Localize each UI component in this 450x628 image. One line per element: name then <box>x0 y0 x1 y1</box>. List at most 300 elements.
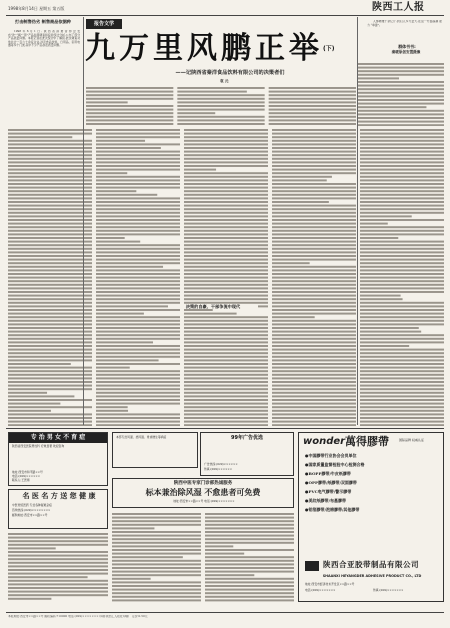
text-line <box>184 291 268 293</box>
text-line <box>96 237 125 239</box>
text-line <box>358 103 444 105</box>
text-line <box>269 94 356 96</box>
text-line <box>96 410 128 412</box>
text-line <box>360 205 444 207</box>
text-line <box>272 370 356 372</box>
text-line <box>184 129 268 131</box>
text-line <box>96 399 180 401</box>
text-line <box>360 352 444 354</box>
text-line <box>272 248 356 250</box>
text-line <box>272 183 356 185</box>
text-line <box>269 87 356 89</box>
text-line <box>86 119 173 121</box>
text-line <box>360 302 444 304</box>
text-line <box>360 377 444 379</box>
text-line <box>184 356 268 358</box>
text-line <box>272 205 356 207</box>
text-line <box>360 410 444 412</box>
text-line <box>205 571 294 573</box>
text-line <box>272 345 356 347</box>
text-line <box>272 341 356 343</box>
text-line <box>360 223 388 225</box>
text-line <box>272 273 356 275</box>
text-line <box>96 349 180 351</box>
text-line <box>96 424 180 426</box>
text-line <box>8 151 92 153</box>
text-line <box>184 352 268 354</box>
text-line <box>205 517 294 519</box>
text-line <box>272 215 356 217</box>
text-line <box>269 105 356 107</box>
bottom-left-text-area <box>8 532 108 602</box>
text-line <box>8 284 92 286</box>
text-line <box>272 140 356 142</box>
ad-wonder-tape <box>298 432 444 602</box>
date-line: 1998年8月14日 星期五 第五版 <box>8 6 65 11</box>
body-text-area <box>8 128 444 426</box>
text-line <box>8 334 92 336</box>
ad-promo-99-line-1: 广告热线:(029)×××××× <box>204 462 238 466</box>
footer-rule <box>6 612 444 613</box>
text-line <box>8 406 92 408</box>
text-line <box>360 262 444 264</box>
text-line <box>269 112 356 114</box>
text-line <box>8 392 47 394</box>
text-line <box>272 136 356 138</box>
text-line <box>184 323 268 325</box>
text-line <box>272 244 356 246</box>
text-line <box>8 320 92 322</box>
text-line <box>360 280 444 282</box>
text-line <box>360 287 444 289</box>
text-line <box>8 255 92 257</box>
text-line <box>269 119 356 121</box>
text-line <box>8 544 108 546</box>
text-line <box>8 266 92 268</box>
text-line <box>96 295 180 297</box>
text-line <box>184 363 268 365</box>
text-line <box>184 331 268 333</box>
text-line <box>96 219 180 221</box>
text-line <box>184 244 268 246</box>
text-line <box>96 223 180 225</box>
text-line <box>272 269 356 271</box>
text-line <box>96 316 180 318</box>
text-line <box>96 388 180 390</box>
text-line <box>177 98 264 100</box>
text-line <box>96 392 180 394</box>
text-line <box>96 385 180 387</box>
text-line <box>272 151 356 153</box>
text-line <box>184 295 268 297</box>
text-line <box>360 388 444 390</box>
text-line <box>184 237 268 239</box>
text-line <box>184 327 268 329</box>
left-column-intro-text: 1998年6月1日,陕西省消费者协会发布“吃”“喝”“用”产品信用调查和投诉统计分析,公布了部分产品质量问题。本报记者在此次统计中了解到,此次调查对象共计一百六十余家企业,涉及食品饮料、日用品、家用电器等多个门类,其中不少产品存在质量问题。 <box>8 30 80 48</box>
text-line <box>96 331 180 333</box>
text-line <box>205 553 244 555</box>
text-line <box>184 133 268 135</box>
text-line <box>360 370 444 372</box>
text-line <box>184 219 268 221</box>
text-line <box>8 248 92 250</box>
text-line <box>360 169 444 171</box>
text-line <box>272 421 356 423</box>
ad-infertility <box>8 432 108 486</box>
text-line <box>8 551 108 553</box>
ad-wonder-item: ●BOPP膠带/牛皮纸膠带 <box>305 471 351 476</box>
text-line <box>96 323 180 325</box>
text-line <box>8 341 92 343</box>
text-line <box>96 363 180 365</box>
text-line <box>96 215 180 217</box>
text-line <box>360 251 444 253</box>
text-line <box>272 133 356 135</box>
text-line <box>96 172 127 174</box>
text-line <box>8 133 92 135</box>
text-line <box>360 341 444 343</box>
text-line <box>360 215 412 217</box>
text-line <box>86 98 173 100</box>
text-line <box>358 95 444 97</box>
text-line <box>112 520 201 522</box>
text-line <box>112 581 201 583</box>
text-line <box>96 194 157 196</box>
upper-left-text-lines <box>86 86 356 126</box>
text-line <box>8 143 92 145</box>
ad-tcm-banner <box>112 478 294 508</box>
ad-promo-99 <box>200 432 294 476</box>
text-line <box>184 277 268 279</box>
text-line <box>360 230 444 232</box>
text-line <box>272 352 356 354</box>
ad-wonder-logo-icon <box>305 561 319 571</box>
text-line <box>360 284 444 286</box>
text-line <box>8 565 108 567</box>
text-line <box>184 320 268 322</box>
text-line <box>184 367 268 369</box>
text-line <box>8 327 92 329</box>
text-line <box>184 158 268 160</box>
text-line <box>8 194 92 196</box>
text-line <box>360 165 444 167</box>
text-line <box>184 266 268 268</box>
column-rule <box>83 17 84 425</box>
text-line <box>8 395 74 397</box>
text-line <box>184 226 268 228</box>
text-line <box>112 592 201 594</box>
ad-wonder-item: ●国家质量监督检验中心检测合格 <box>305 462 365 467</box>
text-line <box>184 179 268 181</box>
text-line <box>272 338 356 340</box>
text-line <box>358 74 444 76</box>
text-line <box>184 208 268 210</box>
bottom-text-area <box>112 512 294 602</box>
text-line <box>272 201 329 203</box>
text-line <box>272 233 356 235</box>
text-line <box>272 161 356 163</box>
headline-title-text: 九万里风鹏正举 <box>85 31 323 66</box>
text-line <box>358 113 444 115</box>
text-line <box>8 356 92 358</box>
text-line <box>96 151 180 153</box>
text-line <box>8 205 92 207</box>
text-line <box>8 338 92 340</box>
text-line <box>272 208 356 210</box>
text-line <box>184 381 268 383</box>
text-line <box>184 410 268 412</box>
text-line <box>96 313 144 315</box>
text-line <box>184 338 268 340</box>
text-line <box>8 424 92 426</box>
text-line <box>360 219 444 221</box>
text-line <box>184 309 213 311</box>
ad-wonder-address: 地址:西安市经济技术开发区××路××号 <box>305 582 355 586</box>
text-line <box>358 92 444 94</box>
text-line <box>86 123 173 125</box>
text-line <box>8 147 92 149</box>
ad-infertility-line-2: 电话:(029)×××××× <box>12 474 41 478</box>
text-line <box>184 406 268 408</box>
text-line <box>8 129 92 131</box>
text-line <box>8 233 92 235</box>
text-line <box>184 424 268 426</box>
text-line <box>205 542 294 544</box>
ad-promo-99-title: 99年广告优选 <box>231 435 263 441</box>
text-line <box>86 91 173 93</box>
text-line <box>8 370 92 372</box>
text-line <box>8 385 92 387</box>
text-line <box>184 392 268 394</box>
text-line <box>360 367 444 369</box>
text-line <box>96 287 180 289</box>
text-line <box>272 327 356 329</box>
text-line <box>184 345 268 347</box>
text-line <box>184 399 268 401</box>
text-line <box>96 212 180 214</box>
text-line <box>272 295 356 297</box>
text-line <box>8 165 92 167</box>
ad-tcm-banner-line: 地址:西安市××路××号 电话:(029)××××××× <box>173 499 235 503</box>
text-line <box>358 67 444 69</box>
text-line <box>8 183 92 185</box>
text-line <box>112 563 201 565</box>
ad-wonder-title: 萬得膠帶 <box>345 435 389 448</box>
text-line <box>8 241 92 243</box>
text-line <box>96 367 130 369</box>
text-line <box>360 413 444 415</box>
text-line <box>272 190 356 192</box>
text-line <box>184 298 268 300</box>
bottom-text-lines <box>112 512 294 602</box>
text-line <box>8 367 92 369</box>
text-line <box>96 352 180 354</box>
text-line <box>184 413 268 415</box>
text-line <box>96 345 180 347</box>
text-line <box>360 259 444 261</box>
text-line <box>8 587 108 589</box>
text-line <box>360 359 444 361</box>
section-tag: 报告文学 <box>86 19 122 29</box>
ad-tcm-banner-headline: 标本兼治除风湿 不愈患者可免费 <box>145 488 261 497</box>
text-line <box>177 119 264 121</box>
text-line <box>360 244 444 246</box>
text-line <box>360 349 444 351</box>
text-line <box>272 165 356 167</box>
text-line <box>96 143 180 145</box>
column-rule <box>357 17 358 425</box>
text-line <box>184 183 268 185</box>
right-column-subtitle: 秦暖原创安置摄像 <box>391 50 421 54</box>
text-line <box>272 179 327 181</box>
text-line <box>272 172 356 174</box>
text-line <box>8 251 92 253</box>
text-line <box>112 517 201 519</box>
text-line <box>360 176 444 178</box>
text-line <box>8 345 92 347</box>
text-line <box>360 133 444 135</box>
text-line <box>360 172 444 174</box>
ad-wonder-item: ●OPP膠带/纸膠带/双面膠带 <box>305 480 357 485</box>
text-line <box>360 338 444 340</box>
text-line <box>272 313 356 315</box>
text-line <box>184 136 268 138</box>
text-line <box>96 165 180 167</box>
text-line <box>360 201 444 203</box>
text-line <box>96 338 180 340</box>
text-line <box>272 410 356 412</box>
ad-promo-99-line-2: 传真:(029)×××××× <box>204 467 233 471</box>
text-line <box>184 205 268 207</box>
text-line <box>272 424 356 426</box>
text-line <box>272 230 356 232</box>
text-line <box>96 241 140 243</box>
text-line <box>8 331 92 333</box>
text-line <box>184 187 268 189</box>
text-line <box>184 395 268 397</box>
text-line <box>205 535 294 537</box>
text-line <box>272 266 356 268</box>
text-line <box>177 109 264 111</box>
text-line <box>358 106 426 108</box>
text-line <box>184 341 268 343</box>
text-line <box>184 215 268 217</box>
text-line <box>184 165 268 167</box>
text-line <box>184 212 268 214</box>
text-line <box>360 226 444 228</box>
text-line <box>8 169 92 171</box>
headline-title-suffix: (下) <box>323 45 335 53</box>
text-line <box>8 187 92 189</box>
text-line <box>8 172 92 174</box>
ad-wonder-item: ●中国膠带行业协会会员单位 <box>305 453 357 458</box>
text-line <box>360 406 444 408</box>
text-line <box>358 121 444 123</box>
text-line <box>272 377 356 379</box>
text-line <box>96 226 180 228</box>
text-line <box>8 403 60 405</box>
text-line <box>8 598 51 600</box>
body-text-lines <box>8 128 444 426</box>
text-line <box>360 309 444 311</box>
text-line <box>360 331 421 333</box>
ad-tcm-banner-title: 陕西中医专家门诊部热诚服务 <box>173 481 233 486</box>
text-line <box>205 560 294 562</box>
text-line <box>205 596 294 598</box>
text-line <box>112 542 201 544</box>
text-line <box>8 381 92 383</box>
text-line <box>96 176 180 178</box>
text-line <box>177 105 264 107</box>
text-line <box>272 212 356 214</box>
text-line <box>177 87 264 89</box>
text-line <box>184 251 268 253</box>
text-line <box>96 259 180 261</box>
ad-wonder-item: ●铝箔膠带/泡棉膠带/其他膠带 <box>305 507 360 512</box>
text-line <box>86 87 173 89</box>
text-line <box>272 359 356 361</box>
ad-tcm-clinic <box>112 432 198 468</box>
text-line <box>272 302 356 304</box>
text-line <box>96 403 180 405</box>
text-line <box>96 421 180 423</box>
text-line <box>360 323 444 325</box>
text-line <box>8 176 92 178</box>
text-line <box>360 327 419 329</box>
text-line <box>96 201 180 203</box>
text-line <box>272 187 356 189</box>
text-line <box>360 356 444 358</box>
text-line <box>360 208 444 210</box>
text-line <box>360 183 444 185</box>
text-line <box>8 305 92 307</box>
text-line <box>8 273 92 275</box>
text-line <box>272 241 356 243</box>
text-line <box>96 230 180 232</box>
text-line <box>96 161 180 163</box>
text-line <box>184 334 268 336</box>
text-line <box>272 367 356 369</box>
text-line <box>96 406 128 408</box>
text-line <box>96 266 163 268</box>
text-line <box>8 136 72 138</box>
text-line <box>205 567 294 569</box>
text-line <box>8 287 92 289</box>
text-line <box>360 266 444 268</box>
text-line <box>8 291 92 293</box>
masthead-rule <box>6 15 444 16</box>
text-line <box>269 109 356 111</box>
text-line <box>272 262 310 264</box>
text-line <box>184 259 268 261</box>
ad-wonder-item: ●美纹纸膠带/布基膠带 <box>305 498 346 503</box>
text-line <box>112 567 201 569</box>
text-line <box>272 226 356 228</box>
text-line <box>184 417 268 419</box>
text-line <box>272 154 356 156</box>
text-line <box>184 147 268 149</box>
text-line <box>184 374 268 376</box>
text-line <box>8 413 92 415</box>
text-line <box>8 558 108 560</box>
text-line <box>8 259 92 261</box>
text-line <box>8 576 88 578</box>
text-line <box>112 538 201 540</box>
text-line <box>205 563 294 565</box>
text-line <box>112 535 201 537</box>
text-line <box>205 578 294 580</box>
text-line <box>205 556 294 558</box>
